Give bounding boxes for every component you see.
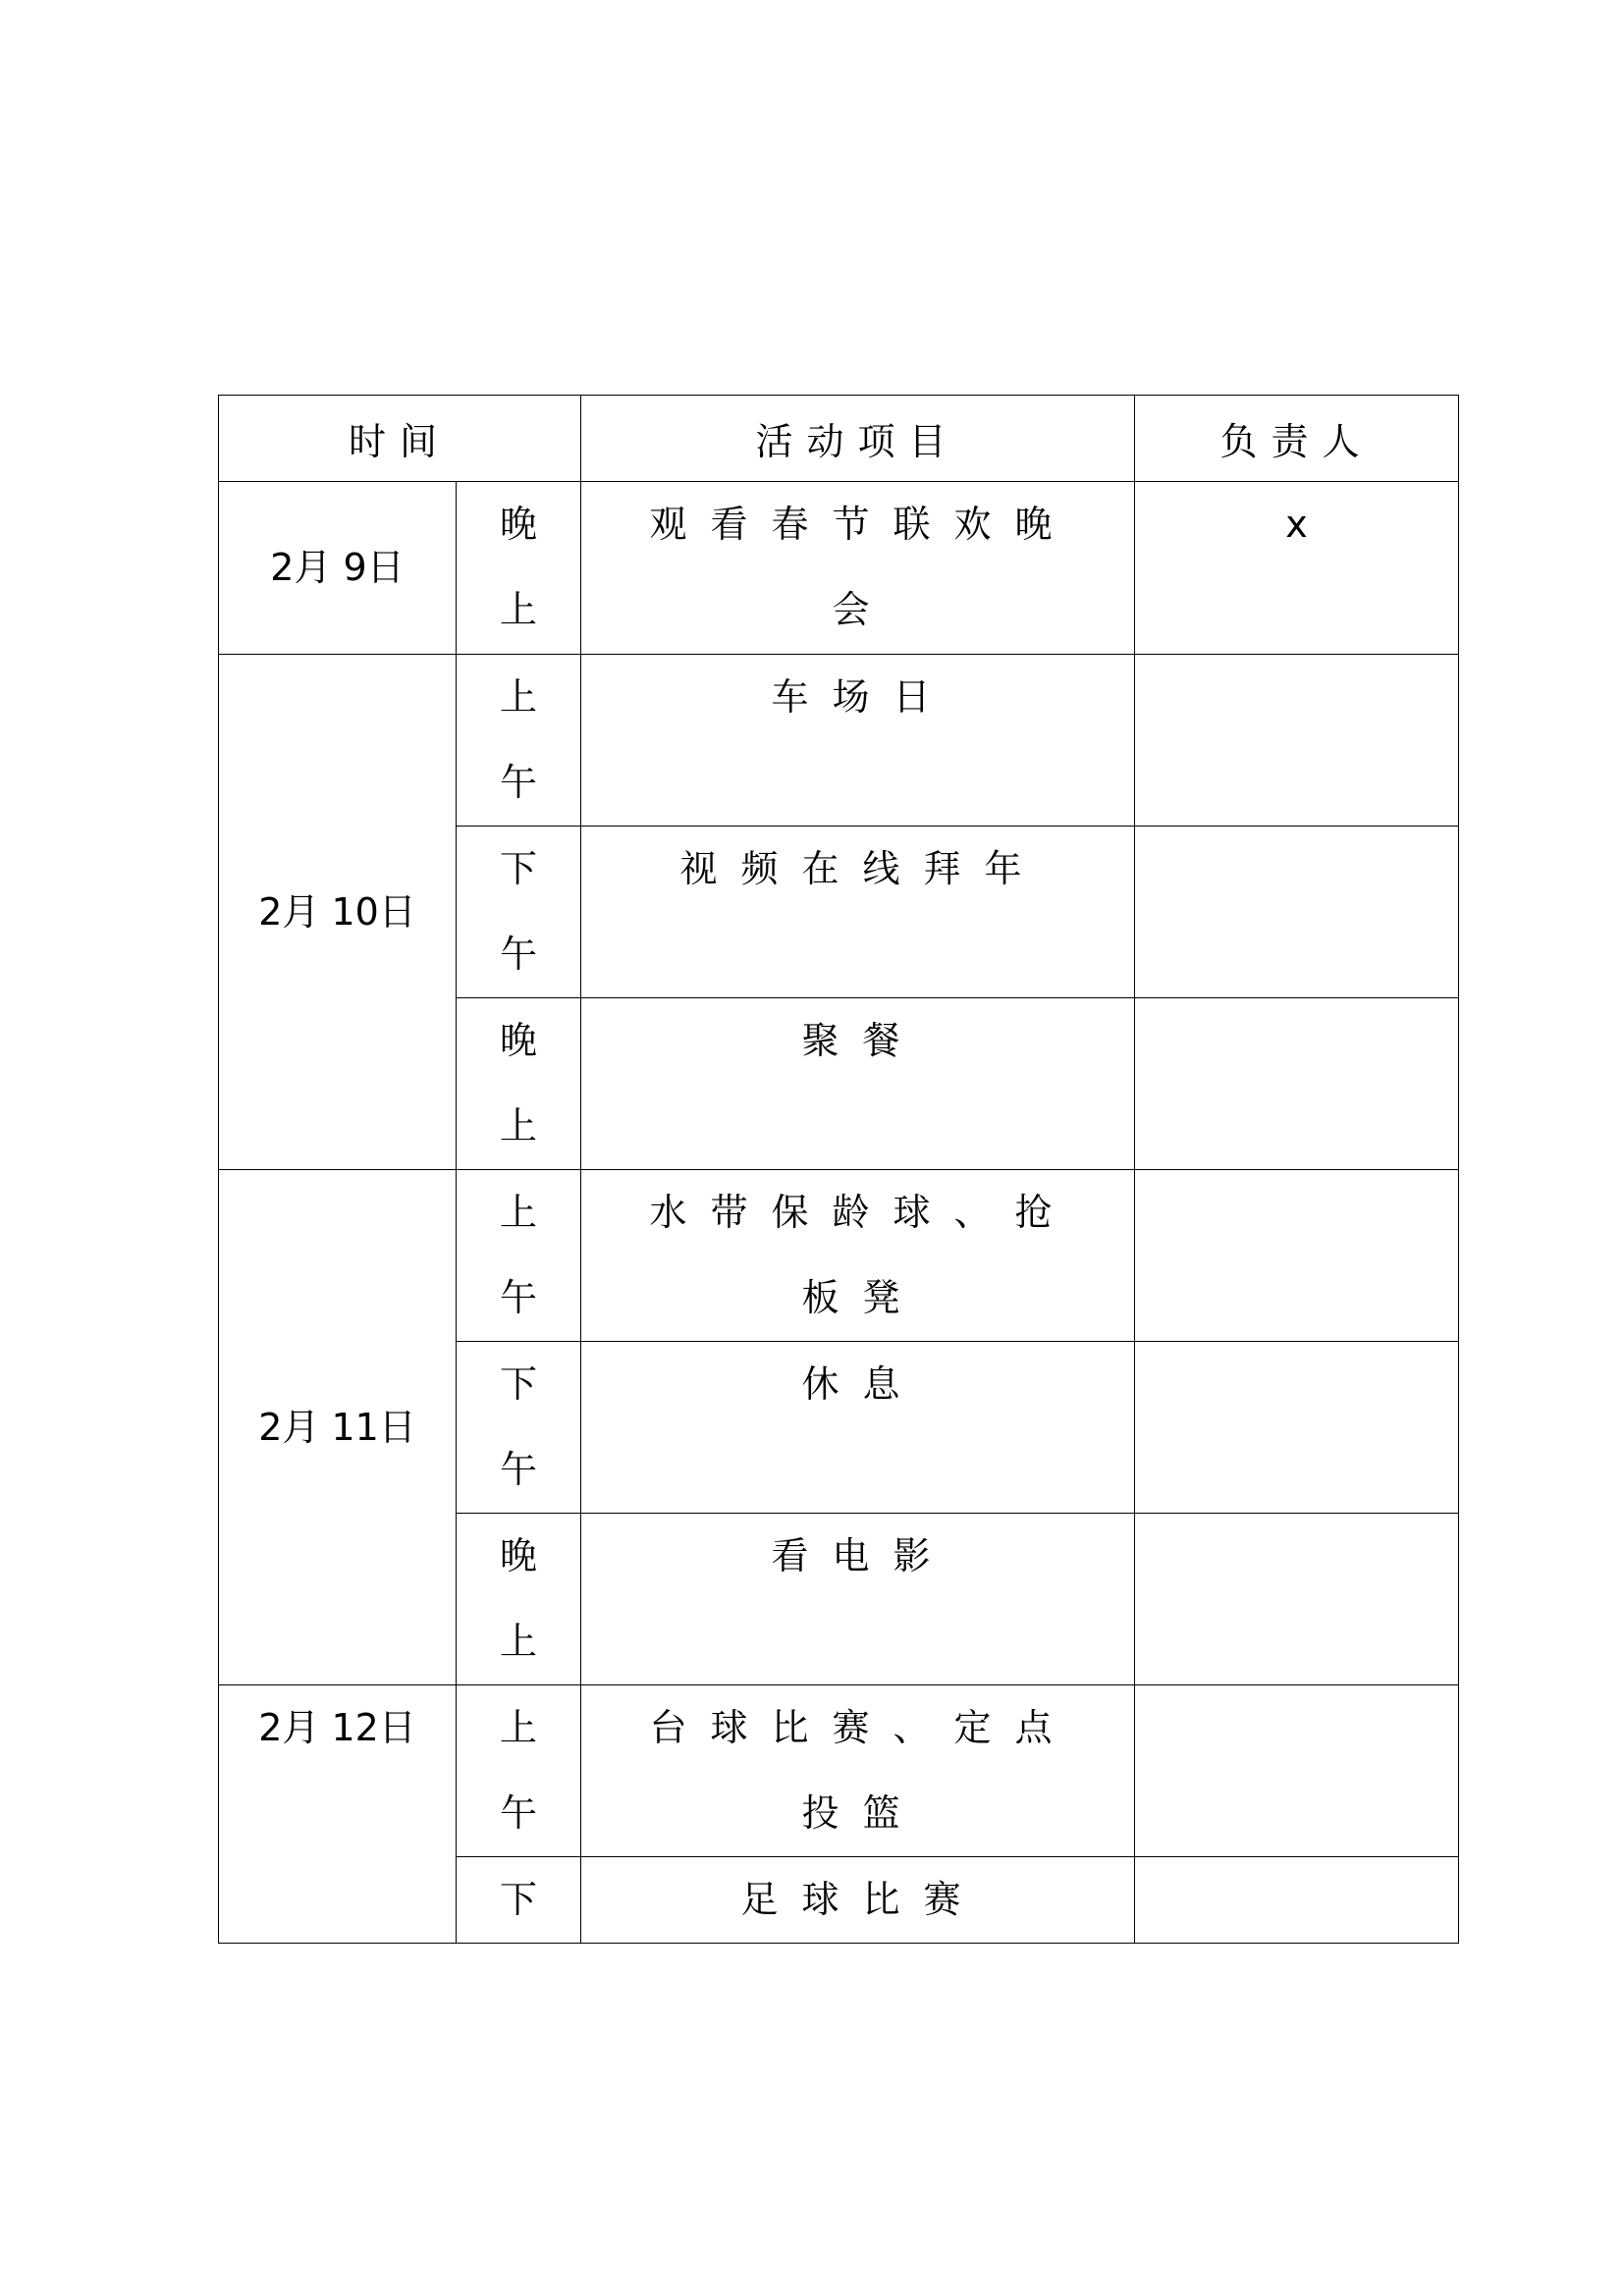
- activity-cell: [581, 827, 1135, 998]
- period-text: 下午: [499, 1362, 537, 1491]
- period-cell: [457, 482, 581, 655]
- period-cell: [457, 1685, 581, 1857]
- activity-text: 水带保龄球、抢板凳: [649, 1191, 1076, 1319]
- date-cell: [219, 1170, 457, 1685]
- header-owner: 负责人: [1135, 396, 1459, 482]
- owner-text: x: [1285, 503, 1308, 546]
- period-cell: [457, 655, 581, 827]
- owner-cell: [1135, 655, 1459, 827]
- date-cell: [219, 482, 457, 655]
- period-cell: [457, 1342, 581, 1514]
- header-time: 时间: [219, 396, 581, 482]
- owner-cell: [1135, 482, 1459, 655]
- activity-cell: [581, 1170, 1135, 1342]
- period-cell: [457, 827, 581, 998]
- owner-cell: [1135, 998, 1459, 1170]
- table-row: [219, 1685, 1459, 1857]
- activity-text: 休息: [801, 1362, 924, 1406]
- period-text: 下午: [499, 847, 537, 976]
- activity-text: 视频在线拜年: [679, 847, 1046, 890]
- owner-cell: [1135, 1170, 1459, 1342]
- period-text: 上午: [499, 1706, 537, 1835]
- activity-text: 观看春节联欢晚会: [649, 503, 1076, 631]
- activity-cell: [581, 1514, 1135, 1685]
- owner-cell: [1135, 827, 1459, 998]
- date-text: 2月 11日: [258, 1405, 416, 1449]
- table-row: [219, 482, 1459, 655]
- activity-cell: [581, 482, 1135, 655]
- date-cell: [219, 1685, 457, 1944]
- period-text: 上午: [499, 675, 537, 804]
- date-text: 2月 12日: [258, 1706, 416, 1749]
- owner-cell: [1135, 1685, 1459, 1857]
- owner-cell: [1135, 1857, 1459, 1944]
- period-text: 下: [499, 1878, 537, 1921]
- activity-text: 车场日: [771, 675, 954, 719]
- period-cell: [457, 1857, 581, 1944]
- activity-cell: [581, 1857, 1135, 1944]
- period-cell: [457, 1514, 581, 1685]
- date-text: 2月 10日: [258, 889, 416, 934]
- activity-schedule-table: [218, 395, 1459, 1944]
- period-text: 晚上: [499, 503, 537, 631]
- activity-cell: [581, 655, 1135, 827]
- date-text: 2月 9日: [270, 546, 405, 589]
- activity-text: 台球比赛、定点投篮: [649, 1706, 1076, 1835]
- period-text: 上午: [499, 1191, 537, 1319]
- owner-cell: [1135, 1342, 1459, 1514]
- table-row: [219, 1170, 1459, 1342]
- activity-text: 看电影: [771, 1534, 954, 1577]
- activity-text: 聚餐: [801, 1019, 924, 1062]
- date-cell: [219, 655, 457, 1170]
- activity-cell: [581, 1342, 1135, 1514]
- period-text: 晚上: [499, 1534, 537, 1663]
- table-header-row: [219, 396, 1459, 482]
- table-row: [219, 655, 1459, 827]
- activity-cell: [581, 1685, 1135, 1857]
- activity-text: 足球比赛: [740, 1878, 985, 1921]
- period-text: 晚上: [499, 1019, 537, 1148]
- period-cell: [457, 1170, 581, 1342]
- owner-cell: [1135, 1514, 1459, 1685]
- header-activity: 活动项目: [581, 396, 1135, 482]
- activity-cell: [581, 998, 1135, 1170]
- period-cell: [457, 998, 581, 1170]
